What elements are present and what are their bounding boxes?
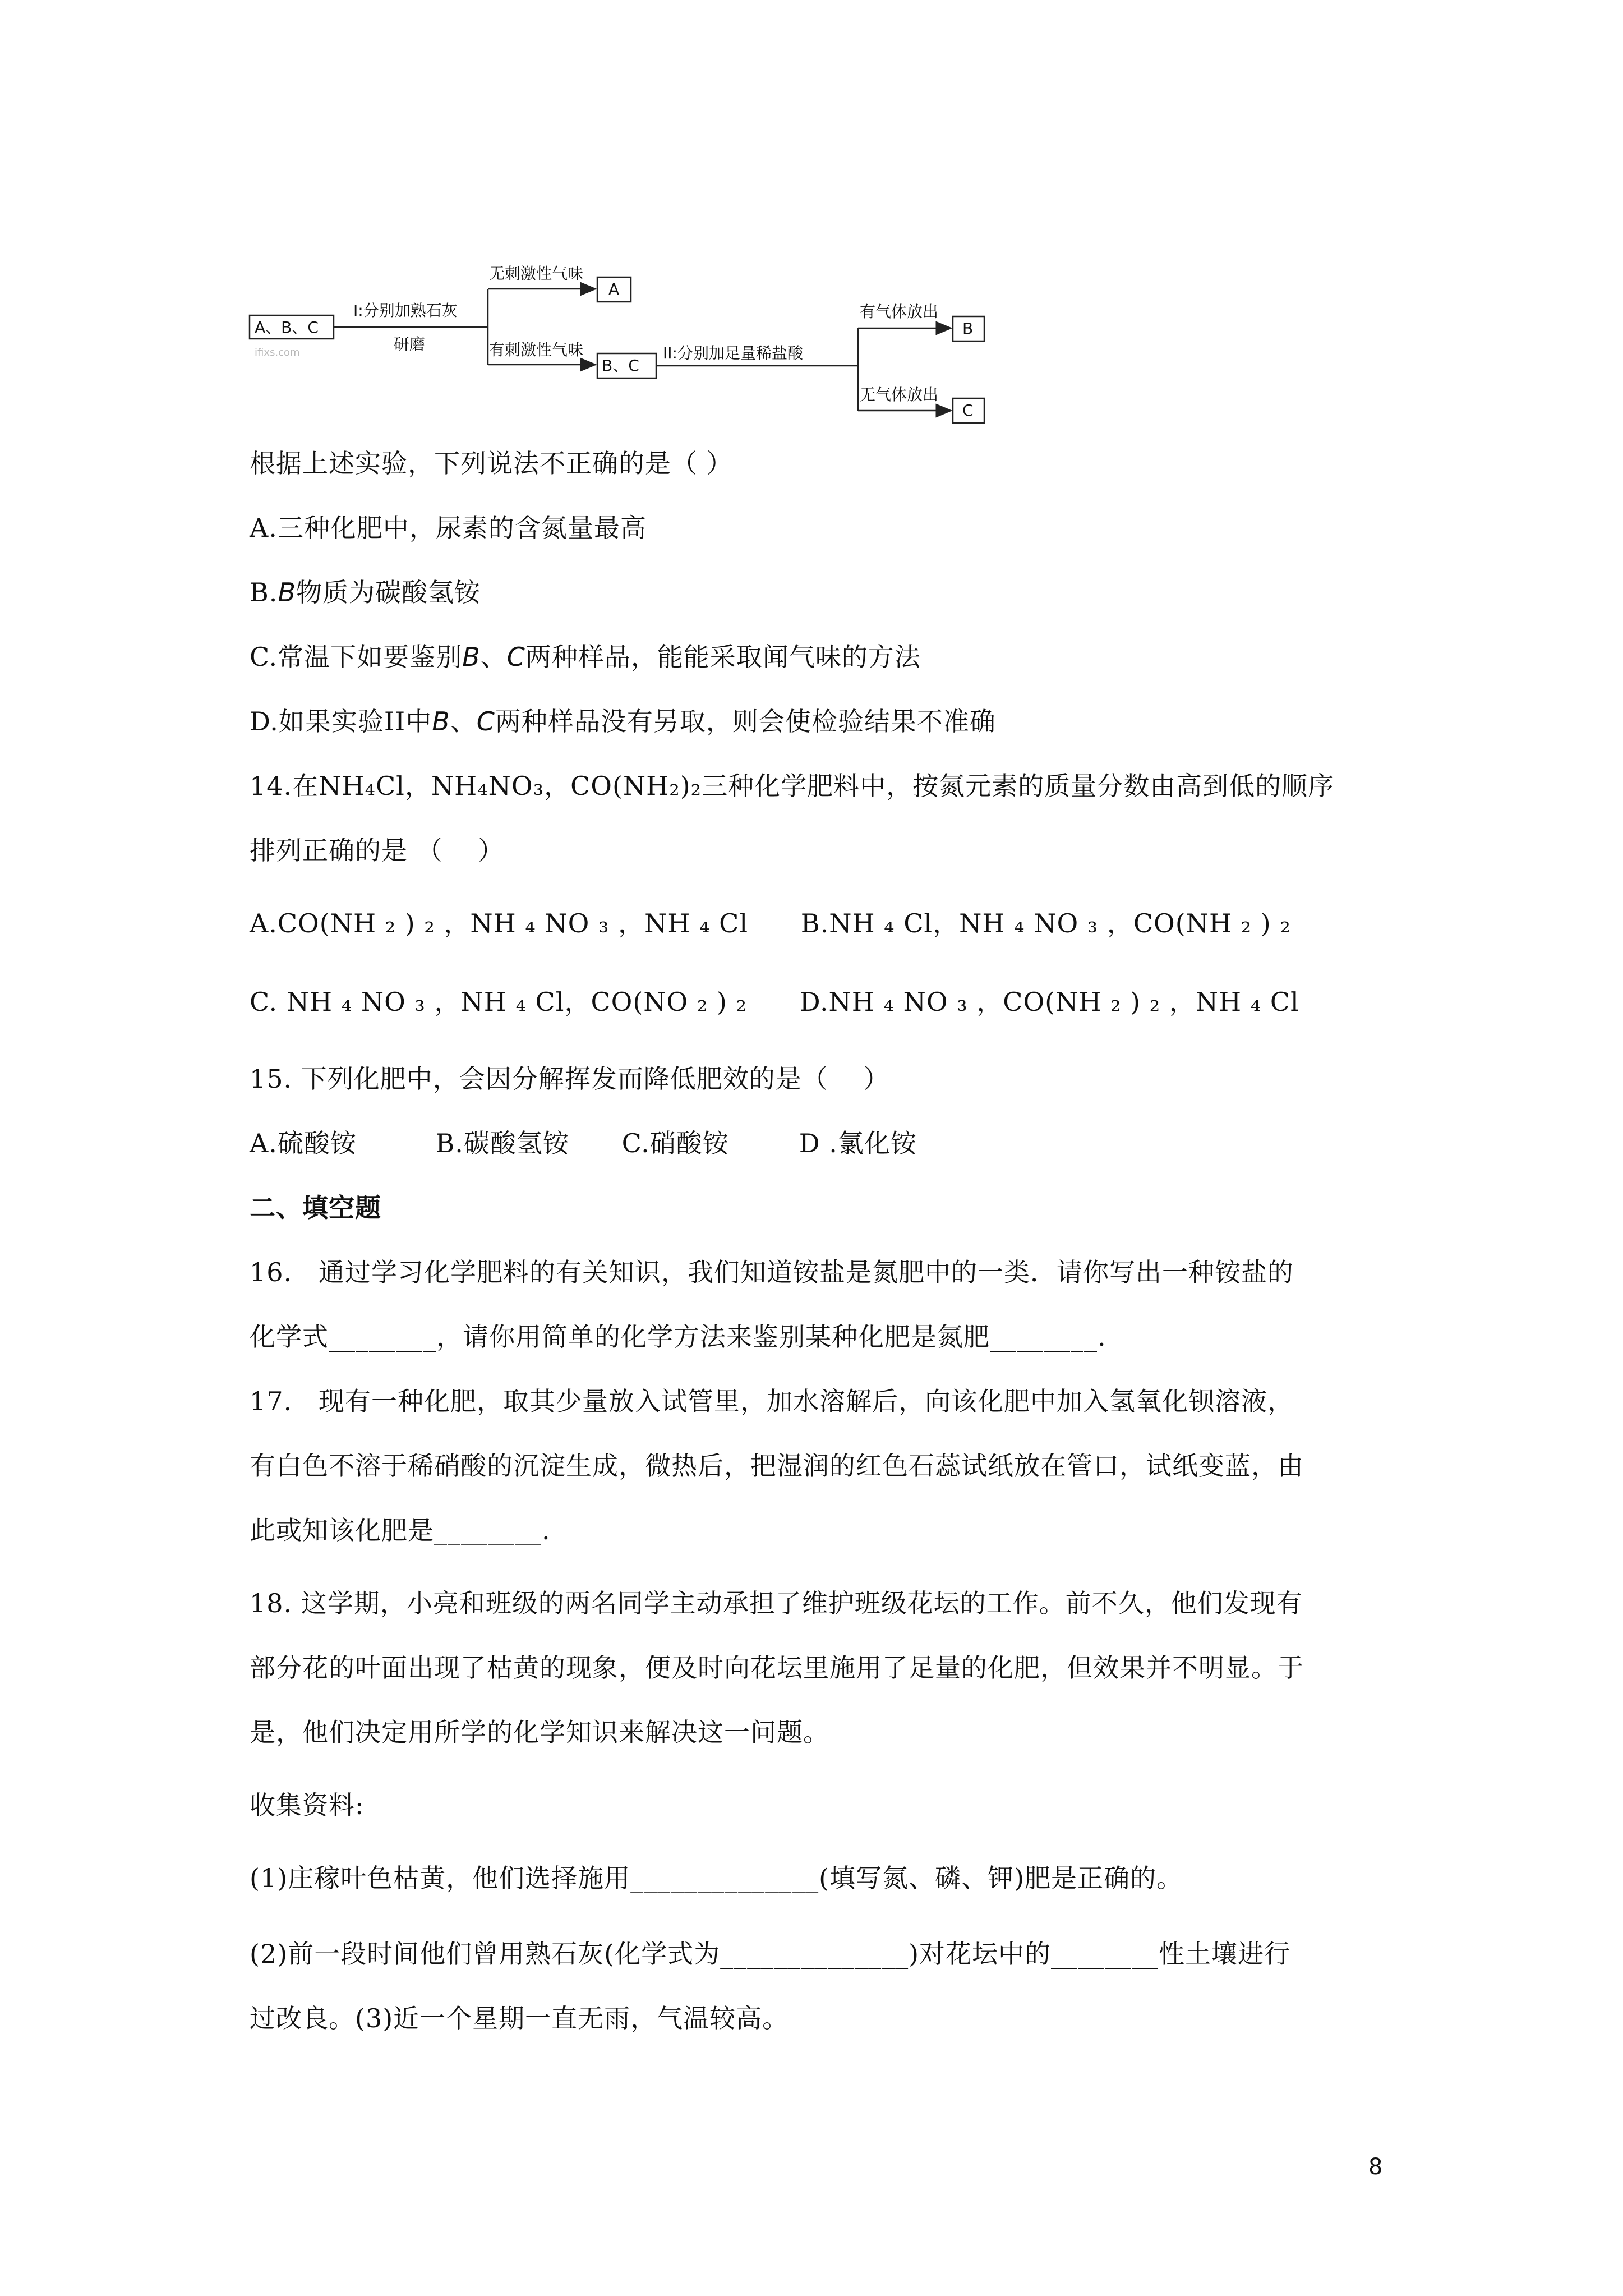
start-box-label: A、B、C — [255, 318, 319, 337]
q13-d-variable-2: C — [476, 706, 495, 737]
q14-stem-line-2: 排列正确的是 （ ） — [250, 835, 505, 866]
q13-d-variable-1: B — [432, 706, 450, 737]
q13-b-text: 物质为碳酸氢铵 — [296, 577, 481, 608]
q13-stem: 根据上述实验，下列说法不正确的是（ ） — [250, 448, 733, 478]
q15-options: A.硫酸铵 B.碳酸氢铵 C.硝酸铵 D .氯化铵 — [250, 1128, 917, 1158]
box-bc-label: B、C — [602, 356, 639, 375]
box-b-label: B — [962, 319, 974, 338]
q13-c-prefix: C.常温下如要鉴别 — [250, 642, 463, 672]
branch-gas-label: 有气体放出 — [860, 302, 939, 321]
box-c-label: C — [962, 401, 974, 420]
q13-c-variable-2: C — [506, 642, 525, 672]
q18-line-1: 18. 这学期，小亮和班级的两名同学主动承担了维护班级花坛的工作。前不久，他们发现有 — [250, 1588, 1303, 1618]
q13-c-variable-1: B — [462, 642, 481, 672]
branch-smell-label: 有刺激性气味 — [489, 341, 584, 359]
q13-d-sep: 、 — [450, 706, 477, 737]
q15-stem: 15. 下列化肥中，会因分解挥发而降低肥效的是（ ） — [250, 1064, 890, 1094]
flowchart — [247, 258, 998, 438]
q17-line-2: 有白色不溶于稀硝酸的沉淀生成，微热后，把湿润的红色石蕊试纸放在管口，试纸变蓝，由 — [250, 1451, 1304, 1481]
q16-line-2: 化学式________，请你用简单的化学方法来鉴别某种化肥是氮肥________. — [250, 1322, 1106, 1352]
q13-b-variable: B — [278, 577, 296, 608]
page-number: 8 — [1368, 2154, 1384, 2180]
step2-label: II:分别加足量稀盐酸 — [663, 344, 803, 362]
q18-collect-heading: 收集资料: — [250, 1790, 365, 1820]
q14-options-ab: A.CO(NH ₂ ) ₂ ，NH ₄ NO ₃ ，NH ₄ Cl B.NH ₄ Cl，NH ₄ NO ₃ ，CO(NH ₂ ) ₂ — [250, 908, 1291, 938]
q18-part-2: (2)前一段时间他们曾用熟石灰(化学式为______________)对花坛中的________性土壤进行 — [250, 1939, 1291, 1969]
step1-sub-label: 研磨 — [394, 335, 426, 353]
q13-option-a: A.三种化肥中，尿素的含氮量最高 — [250, 513, 647, 543]
branch-no-smell-label: 无刺激性气味 — [489, 264, 584, 283]
q17-line-3: 此或知该化肥是________. — [250, 1515, 551, 1545]
branch-no-gas-label: 无气体放出 — [860, 385, 939, 404]
q18-line-3: 是，他们决定用所学的化学知识来解决这一问题。 — [250, 1717, 829, 1747]
section-heading: 二、填空题 — [250, 1193, 381, 1223]
q18-part-1: (1)庄稼叶色枯黄，他们选择施用______________(填写氮、磷、钾)肥是正确的。 — [250, 1863, 1183, 1893]
q13-d-prefix: D.如果实验II中 — [250, 706, 432, 737]
q16-line-1: 16. 通过学习化学肥料的有关知识，我们知道铵盐是氮肥中的一类．请你写出一种铵盐的 — [250, 1257, 1294, 1287]
q14-stem-line-1: 14.在NH₄Cl，NH₄NO₃，CO(NH₂)₂三种化学肥料中，按氮元素的质量分数由高到低的顺序 — [250, 771, 1335, 801]
box-a-label: A — [608, 280, 620, 298]
q18-line-2: 部分花的叶面出现了枯黄的现象，便及时向花坛里施用了足量的化肥，但效果并不明显。于 — [250, 1653, 1304, 1683]
q13-d-text: 两种样品没有另取，则会使检验结果不准确 — [495, 706, 996, 737]
q13-b-prefix: B. — [250, 577, 278, 608]
q18-part-3: 过改良。(3)近一个星期一直无雨，气温较高。 — [250, 2003, 789, 2033]
q14-options-cd: C. NH ₄ NO ₃ ，NH ₄ Cl，CO(NO ₂ ) ₂ D.NH ₄ NO ₃ ，CO(NH ₂ ) ₂ ，NH ₄ Cl — [250, 987, 1299, 1017]
watermark: ifixs.com — [255, 347, 300, 358]
q13-option-b — [250, 577, 481, 608]
q17-line-1: 17. 现有一种化肥，取其少量放入试管里，加水溶解后，向该化肥中加入氢氧化钡溶液， — [250, 1386, 1294, 1416]
q13-c-text: 两种样品，能能采取闻气味的方法 — [525, 642, 921, 672]
flowchart-lines — [247, 258, 998, 438]
q13-option-c — [250, 644, 921, 670]
q13-c-sep: 、 — [480, 642, 507, 672]
q13-option-d — [250, 706, 996, 737]
step1-label: I:分别加熟石灰 — [353, 301, 458, 320]
